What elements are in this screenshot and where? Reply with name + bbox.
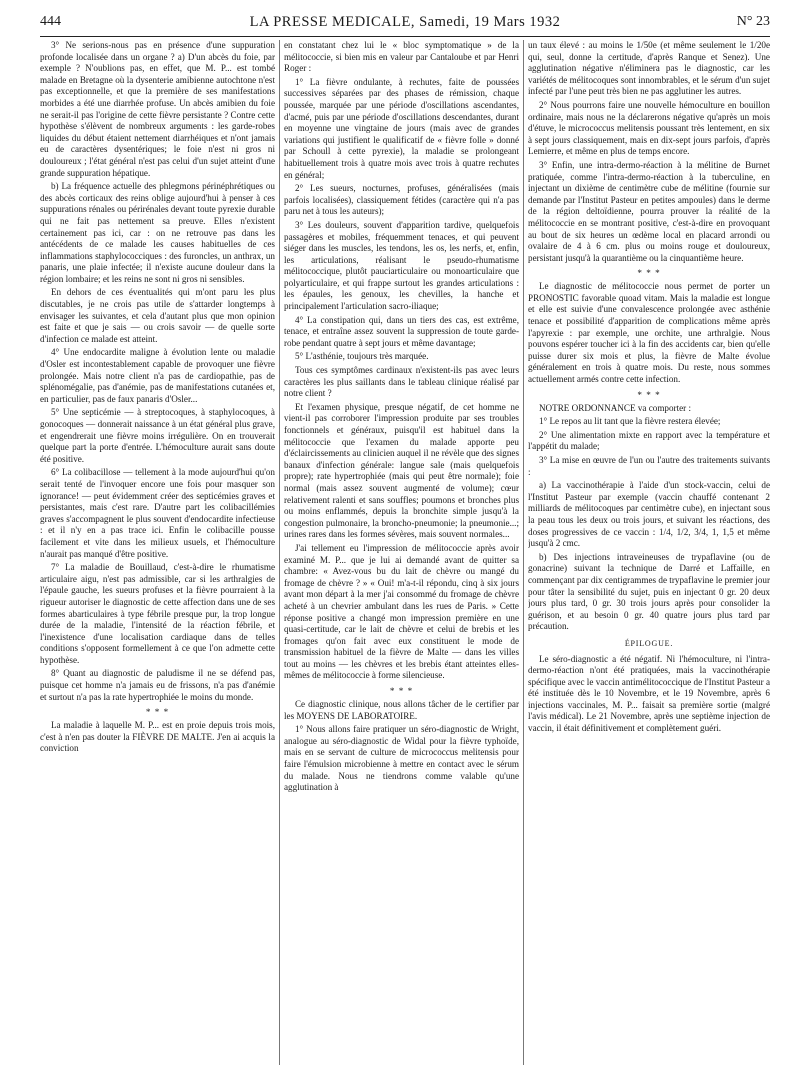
- paragraph: Et l'examen physique, presque négatif, de cet homme ne vient-il pas corroborer l'impression produite par ses troubles fonctionnels et généraux, puisqu'il est habituel dans la mélitococcie que l'examen du malade apporte peu d'éclaircissements au clinicien auquel il ne révèle que des signes banaux d'infection générale: langue sale (mais quelquefois propre); rate hypertrophiée (mais qui peut être normale); foie normal (mais assez souvent augmenté de volume); cœur relativement ralenti et sans souffles; poumons et bronches plus ou moins enflammés, depuis la bronchite simple jusqu'à la congestion pulmonaire, la broncho-pneumonie; la pneumonie...; urines rares dans les formes sévères, mais souvent normales...: [284, 401, 519, 540]
- paragraph: b) La fréquence actuelle des phlegmons périnéphrétiques ou des abcès corticaux des reins oblige aujourd'hui à penser à ces suppurations rénales ou périrénales devant toute pyrexie durable qui ne fait pas nettement sa preuve. Elles n'existent certainement pas ici, car : on ne retrouve pas dans les antécédents de ce malade les causes habituelles de ces inflammations staphylococciques : des furoncles, un anthrax, un panaris, une plaie infectée; il n'existe aucune douleur dans la région lombaire; et les reins ne sont ni gros ni sensibles.: [40, 181, 275, 284]
- paragraph: 4° La constipation qui, dans un tiers des cas, est extrême, tenace, et entraîne assez souvent la suppression de toute garde-robe pendant quatre à sept jours et même davantage;: [284, 314, 519, 348]
- paragraph: 5° Une septicémie — à streptocoques, à staphylocoques, à gonocoques — donnerait naissance à un état général plus grave, et engendrerait une fièvre moins irrégulière. On en trouverait quelque part la porte d'entrée. L'hémoculture aurait sans doute été positive.: [40, 407, 275, 464]
- paragraph: b) Des injections intraveineuses de trypaflavine (ou de gonacrine) suivant la technique de Darré et Laffaille, en commençant par dix centigrammes de trypaflavine le premier jour pour tâter la sensibilité du sujet, puis en injectant 0 gr. 20 deux jours plus tard, 0 gr. 30 trois jours après pour consolider la guérison, et au besoin 0 gr. 40 quatre jours plus tard par précaution.: [528, 551, 770, 632]
- paragraph: un taux élevé : au moins le 1/50e (et même seulement le 1/20e qui, seul, donne la certitude, d'après Ranque et Senez). Une agglutination négative n'éliminera pas le diagnostic, car les variétés de mélitocoques sont innombrables, et le sérum d'un sujet infecté par l'une peut très bien ne pas agglutiner les autres.: [528, 40, 770, 97]
- section-heading: ÉPILOGUE.: [624, 638, 674, 648]
- column-divider: [279, 40, 280, 1065]
- paragraph: Le séro-diagnostic a été négatif. Ni l'hémoculture, ni l'intra-dermo-réaction n'ont été pratiquées, mais la vaccinothérapie spécifique avec le vaccin antimélitococcique de l'Institut Pasteur a été instituée dès le 10 Novembre, et le 19 Novembre, après 6 injections vaccinales, M. P... faisait sa première sortie (malgré l'avis médical). Le 21 Novembre, après une septième injection de vaccin, il était définitivement et complètement guéri.: [528, 653, 770, 734]
- paragraph: NOTRE ORDONNANCE va comporter :: [538, 402, 692, 413]
- section-separator: * * *: [637, 268, 661, 279]
- paragraph: En dehors de ces éventualités qui m'ont paru les plus discutables, je ne crois pas utile de s'attarder longtemps à envisager les suivantes, et cela d'autant plus que mon opinion est faite et que je sais — ou crois savoir — de quelle sorte d'infection ce malade est atteint.: [40, 287, 275, 344]
- paragraph: Tous ces symptômes cardinaux n'existent-ils pas avec leurs caractères les plus saillants dans le tableau clinique réalisé par notre client ?: [284, 365, 519, 399]
- paragraph: J'ai tellement eu l'impression de mélitococcie après avoir examiné M. P... que je lui ai demandé avant de quitter sa chambre: « Avez-vous bu du lait de chèvre ou mangé du fromage de chèvre ? » « Oui! m'a-t-il répondu, cinq à six jours avant mon départ à la mer j'ai consommé du fromage de chèvre acheté à un chevrier ambulant dans les rues de Paris. » Cette réponse positive a changé mon impression première en une quasi-certitude, car le lait de chèvre et celui de brebis et les fromages qu'on fait avec eux constituent le mode de transmission habituel de la fièvre de Malte — dans les villes tout au moins — les chèvres et les brebis étant atteintes elles-mêmes de mélitococcie à forme silencieuse.: [284, 542, 519, 681]
- paragraph: 2° Une alimentation mixte en rapport avec la température et l'appétit du malade;: [528, 429, 770, 452]
- paragraph: 1° Nous allons faire pratiquer un séro-diagnostic de Wright, analogue au séro-diagnostic de Widal pour la fièvre typhoïde, mais en se servant de culture de micrococcus melitensis pour faire l'émulsion microbienne à mettre en contact avec le sérum du malade. Nous ne tiendrons comme valable qu'une agglutination à: [284, 724, 519, 793]
- section-separator: * * *: [637, 389, 661, 400]
- paragraph: 3° Les douleurs, souvent d'apparition tardive, quelquefois passagères et mobiles, fréquemment tenaces, et qui peuvent siéger dans les muscles, les tendons, les os, les nerfs, et, enfin, les articulations, réalisant le pseudo-rhumatisme mélitococcique, plutôt pauciarticulaire ou monoarticulaire que polyarticulaire, et qui frappe surtout les grandes articulations : les épaules, les genoux, les chevilles, la hanche et principalement l'articulation sacro-iliaque;: [284, 219, 519, 312]
- paragraph: 3° Enfin, une intra-dermo-réaction à la mélitine de Burnet pratiquée, comme l'intra-dermo-réaction à la tuberculine, en injectant un dixième de centimètre cube de mélitine (fournie sur demande par l'Institut Pasteur en petites ampoules) dans le derme de la région deltoïdienne, pourra prouver la réalité de la mélitococcie en se montrant positive, c'est-à-dire en provoquant au bout de six heures un œdème local en placard arrondi ou ovalaire de 4 à 6 cm. plus ou moins rouge et douloureux, persistant jusqu'à la quarantième ou la cinquantième heure.: [528, 159, 770, 263]
- header-rule: [40, 36, 770, 37]
- paragraph: en constatant chez lui le « bloc symptomatique » de la mélitococcie, si bien mis en valeur par Cantaloube et par Henri Roger :: [284, 40, 519, 74]
- paragraph: 4° Une endocardite maligne à évolution lente ou maladie d'Osler est incontestablement capable de provoquer une fièvre prolongée. Mais notre client n'a pas de cardiopathie, pas de splénomégalie, pas d'anémie, pas de manifestations cutanées et, en particulier, pas de faux panaris d'Osler...: [40, 347, 275, 404]
- paragraph: 7° La maladie de Bouillaud, c'est-à-dire le rhumatisme articulaire aigu, n'est pas admissible, car si les arthralgies de l'épaule gauche, les sueurs profuses et la fièvre pourraient à la rigueur autoriser le diagnostic de cette affection dans une de ses formes abarticulaires à type fébrile presque pur, la trop longue durée de la maladie, l'intensité de la réaction fébrile, et l'inexistence d'une localisation cardiaque dans de telles conditions s'opposent formellement à ce que l'on admette cette hypothèse.: [40, 562, 275, 665]
- page-number: 444: [40, 14, 61, 29]
- issue-number: N° 23: [736, 14, 770, 29]
- paragraph: 1° La fièvre ondulante, à rechutes, faite de poussées successives séparées par des phases de rémission, chaque poussée, marquée par une période d'oscillations ascendantes, d'acmé, puis par une période d'oscillations descendantes, durant en moyenne une vingtaine de jours (mais avec de grandes variations qui justifient le qualificatif de « fièvre folle » donné par Schoull à cette pyrexie), la maladie se prolongeant habituellement trois à quatre mois avec trois à quatre rechutes en général;: [284, 76, 519, 180]
- page-header: [40, 14, 770, 32]
- section-separator: * * *: [145, 707, 170, 718]
- paragraph: La maladie à laquelle M. P... est en proie depuis trois mois, c'est à n'en pas douter la FIÈVRE DE MALTE. J'en ai acquis la conviction: [40, 720, 275, 754]
- column-divider: [523, 40, 524, 1065]
- column-right: [528, 40, 770, 1070]
- paragraph: 2° Les sueurs, nocturnes, profuses, généralisées (mais parfois localisées), classiquement fétides (caractère qui n'a pas paru net à tous les auteurs);: [284, 183, 519, 217]
- paragraph: 8° Quant au diagnostic de paludisme il ne se défend pas, puisque cet homme n'a jamais eu de frissons, n'a pas d'anémie et surtout n'a pas la rate hypertrophiée le moins du monde.: [40, 668, 275, 702]
- paragraph: Le diagnostic de mélitococcie nous permet de porter un PRONOSTIC favorable quoad vitam. Mais la maladie est longue et elle est suivie d'une convalescence prolongée avec asthénie tenace et possibilité d'apparition de complications même après l'apyrexie : par exemple, une orchite, une arthralgie. Nous pouvons espérer toucher ici à la fin des accidents car, bien qu'elle puisse durer six mois et plus, la fièvre de Malte évolue généralement en trois à quatre mois. Du reste, nous sommes actuellement armés contre cette infection.: [528, 281, 770, 385]
- section-separator: * * *: [389, 686, 414, 697]
- paragraph: 3° La mise en œuvre de l'un ou l'autre des traitements suivants :: [528, 455, 770, 477]
- paragraph: 2° Nous pourrons faire une nouvelle hémoculture en bouillon ordinaire, mais nous ne la déclarerons négative qu'après un mois d'étuve, le micrococcus melitensis poussant très lentement, en six à sept jours classiquement, mais en dix-sept jours parfois, d'après Lemierre, et même en plus de temps encore.: [528, 99, 770, 157]
- paragraph: 3° Ne serions-nous pas en présence d'une suppuration profonde localisée dans un organe ? a) D'un abcès du foie, par exemple ? N'oublions pas, en effet, que M. P... est tombé malade en Bretagne où la dysenterie amibienne autochtone n'est pas exceptionnelle, et que la première de ses manifestations morbides a été une diarrhée profuse. Un abcès amibien du foie ne serait-il pas l'origine de cette fièvre persistante ? Contre cette hypothèse s'élèvent de nombreux arguments : les garde-robes liquides du début étaient nettement diarrhéiques et n'ont jamais eu de caractères dysentériques; le foie n'est ni gros ni douloureux ; l'état général n'est pas celui d'un sujet atteint d'une grande suppuration hépatique.: [40, 40, 275, 178]
- paragraph: 1° Le repos au lit tant que la fièvre restera élevée;: [538, 416, 721, 427]
- paragraph: Ce diagnostic clinique, nous allons tâcher de le certifier par les MOYENS DE LABORATOIRE.: [284, 699, 519, 721]
- paragraph: 6° La colibacillose — tellement à la mode aujourd'hui qu'on serait tenté de l'invoquer encore une fois pour masquer son ignorance! — peut évidemment créer des septicémies graves et persistantes, mais c'est rare. D'autre part les colibacillémies graves s'accompagnent le plus souvent d'endocardite infectieuse : et il n'y en a pas trace ici. Enfin le colibacille pousse facilement et vite dans les milieux usuels, et l'hémoculture n'aurait pas manqué d'être positive.: [40, 467, 275, 559]
- paragraph: a) La vaccinothérapie à l'aide d'un stock-vaccin, celui de l'Institut Pasteur par exemple (vaccin chauffé contenant 2 milliards de mélitocoques par centimètre cube), en injectant sous la peau tous les deux ou trois jours, et suivant les réactions, des doses progressives de ce vaccin : 1/4, 1/2, 3/4, 1, 1,5 et même jusqu'à 2 cmc.: [528, 480, 770, 549]
- column-middle: [284, 40, 519, 1070]
- paragraph: 5° L'asthénie, toujours très marquée.: [294, 351, 429, 362]
- journal-title: LA PRESSE MEDICALE, Samedi, 19 Mars 1932: [249, 14, 561, 30]
- column-left: [40, 40, 275, 1070]
